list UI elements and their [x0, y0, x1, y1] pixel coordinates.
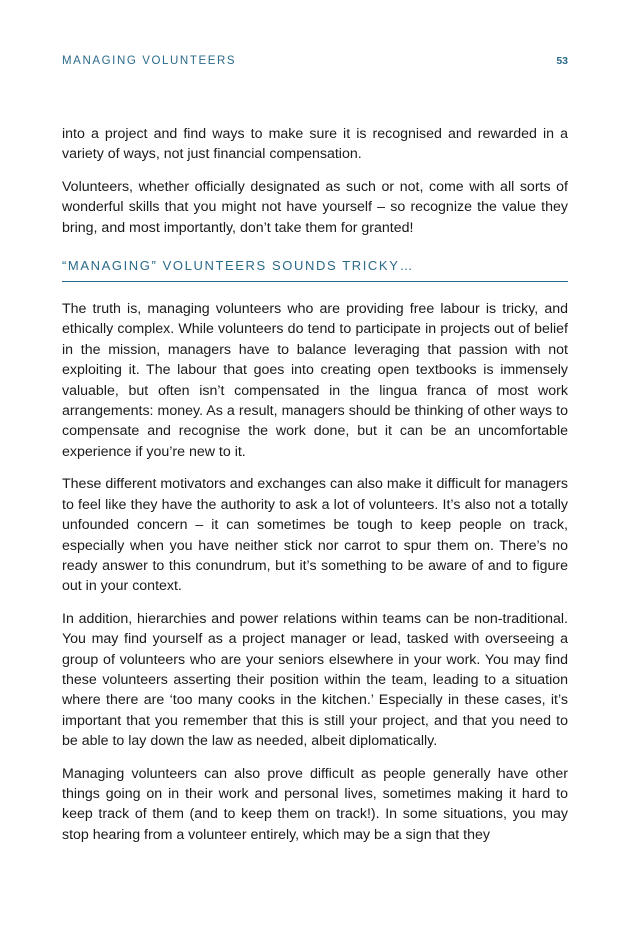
- body-paragraph: Managing volunteers can also prove difficult as people generally have other things going on in their work and personal lives, sometimes making it hard to keep track of them (and to keep them on track!). In some situations, you may stop hearing from a volunteer entirely, which may be a sign that they: [62, 765, 568, 843]
- body-paragraph: The truth is, managing volunteers who are providing free labour is tricky, and ethically complex. While volunteers do tend to participate in projects out of belief in the mission, managers have to balance leveraging that passion with not exploiting it. The labour that goes into creating open textbooks is immensely valuable, but often isn’t compensated in the lingua franca of most work arrangements: money. As a result, managers should be thinking of other ways to compensate and recognise the work done, but it can be an uncomfortable experience if you’re new to it.: [62, 301, 568, 460]
- body-paragraph: These different motivators and exchanges can also make it difficult for managers to feel like they have the authority to ask a lot of volunteers. It’s also not a totally unfounded concern – it can sometimes be tough to keep people on track, especially when you have neither stick nor carrot to spur them on. There’s no ready answer to this conundrum, but it’s something to be aware of and to figure out in your context.: [62, 476, 568, 595]
- page-content: [62, 124, 568, 857]
- section-heading: “MANAGING” VOLUNTEERS SOUNDS TRICKY…: [62, 258, 568, 282]
- body-paragraph: Volunteers, whether officially designated as such or not, come with all sorts of wonderful skills that you might not have yourself – so recognize the value they bring, and most importantly, don’t take them for granted!: [62, 178, 568, 236]
- running-head: MANAGING VOLUNTEERS: [62, 55, 237, 67]
- page-number: 53: [556, 55, 568, 67]
- body-paragraph: In addition, hierarchies and power relations within teams can be non-traditional. You may find yourself as a project manager or lead, tasked with overseeing a group of volunteers who are your seniors elsewhere in your work. You may find these volunteers asserting their position within the team, leading to a situation where there are ‘too many cooks in the kitchen.’ Especially in these cases, it’s important that you remember that this is still your project, and that you need to be able to lay down the law as needed, albeit diplomatically.: [62, 610, 568, 750]
- section-body: [62, 299, 568, 845]
- body-paragraph: into a project and find ways to make sure it is recognised and rewarded in a variety of ways, not just financial compensation.: [62, 126, 568, 163]
